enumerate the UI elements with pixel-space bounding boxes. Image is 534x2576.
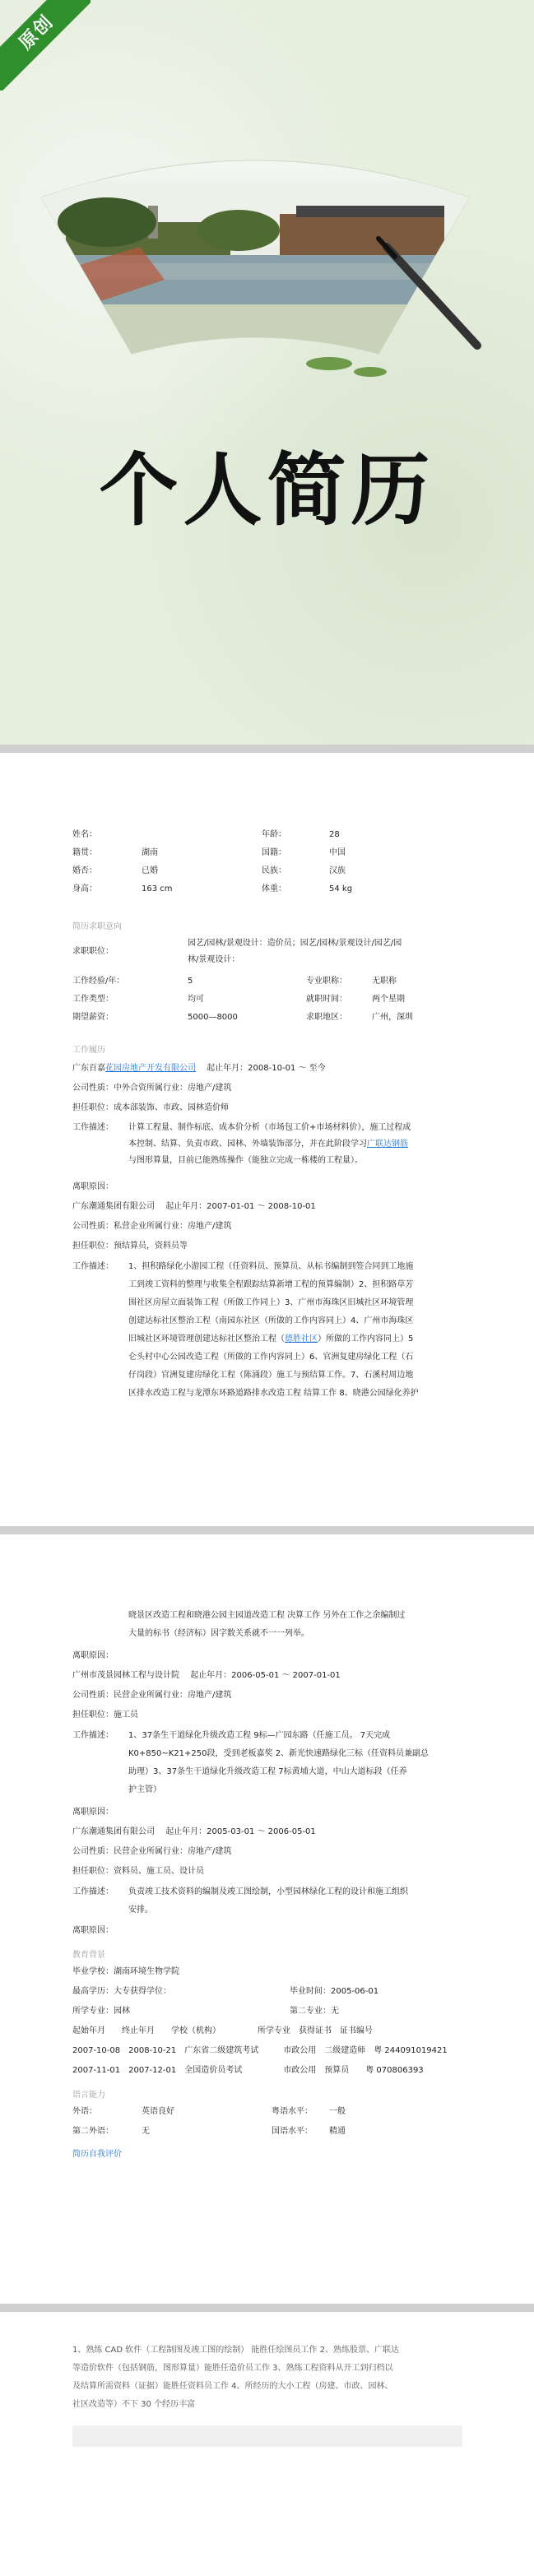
cover-page [0, 0, 534, 745]
job2-desc-line: 大量的标书（经济标）因字数关系就不一一列举。 [128, 1629, 309, 1638]
height-value: 163 cm [142, 884, 173, 893]
job-label: 求职职位： [72, 947, 114, 956]
school-row [72, 1964, 459, 1980]
weight-label: 体重： [262, 884, 286, 893]
mandarin-label: 国语水平： [272, 2127, 313, 2136]
salary-value: 5000—8000 [188, 1013, 238, 1022]
marital-label: 婚否： [72, 866, 97, 875]
job3-leave: 离职原因： [72, 1808, 114, 1817]
arrival-value: 两个星期 [372, 995, 405, 1004]
degree-label: 最高学历： [72, 1987, 114, 1996]
page-gap [0, 745, 534, 753]
job4-desc [72, 1883, 459, 1919]
job4-desc-label: 工作描述： [72, 1887, 114, 1896]
job3-company: 广州市茂景园林工程与设计院 [72, 1671, 179, 1680]
job2-time: 起止年月：2007-01-01 ～ 2008-10-01 [165, 1202, 316, 1211]
job2-desc-line [72, 1330, 459, 1348]
job1-desc-label: 工作描述： [72, 1123, 114, 1132]
job3-desc-line: 助理）3、37条生干道绿化升级改造工程 7标黄埔大道，中山大道标段（任养 [128, 1767, 407, 1776]
gdate-label: 毕业时间： [290, 1987, 331, 1996]
fan-painting [33, 148, 494, 387]
self-eval-line: 1、熟练 CAD 软件（工程制图及竣工图的绘制） 能胜任绘图员工作 2、熟练股票、广联达 [72, 2346, 399, 2355]
job2-desc-label: 工作描述： [72, 1262, 114, 1271]
degree-row [72, 1984, 459, 2000]
job1-nature: 公司性质：中外合资所属行业：房地产/建筑 [72, 1084, 232, 1093]
job2-desc-line: 创建达标社区整治工程（南园东社区（所做的工作内容同上）4、广州市海珠区 [128, 1316, 414, 1325]
input-box [72, 2425, 462, 2447]
second-major-label: 第二专业： [290, 2007, 331, 2016]
ribbon-label: 原创 [0, 0, 91, 91]
name-label: 姓名： [72, 830, 97, 839]
job3-company-row [72, 1668, 459, 1684]
job4-title: 担任职位：资料员、施工员、设计员 [72, 1867, 204, 1876]
cantonese-label: 粤语水平： [272, 2107, 313, 2116]
origin-value: 湖南 [142, 848, 158, 857]
second-lang-label: 第二外语： [72, 2127, 114, 2136]
job1-desc [72, 1120, 459, 1169]
guanglianda-link[interactable]: 广联达钢筋 [367, 1139, 408, 1149]
desheng-link[interactable]: 德胜社区 [285, 1334, 318, 1344]
level-label: 专业职称： [306, 977, 347, 986]
level-value: 无职称 [372, 977, 397, 986]
school-value: 湖南环境生物学院 [114, 1967, 179, 1976]
nation-value: 中国 [329, 848, 346, 857]
resume-page-1 [0, 753, 534, 1526]
nation-label: 国籍： [262, 848, 286, 857]
job-value-line2: 林/景观设计： [188, 955, 240, 964]
job4-company: 广东潮通集团有限公司 [72, 1827, 155, 1836]
job2-desc-line: 区排水改造工程与龙潭东环路道路排水改造工程 结算工作 8、晓港公园绿化养护 [128, 1389, 419, 1398]
work-section-title: 工作履历 [72, 1046, 105, 1055]
ethnic-label: 民族： [262, 866, 286, 875]
job2-desc [72, 1258, 459, 1403]
marital-value: 已婚 [142, 866, 158, 875]
height-label: 身高： [72, 884, 97, 893]
cert-row: 2007-10-08 2008-10-21 广东省二级建筑考试 市政公用 二级建造师 粤 244091019421 [72, 2046, 448, 2055]
page-gap [0, 1526, 534, 1534]
job4-nature: 公司性质：民营企业所属行业：房地产/建筑 [72, 1847, 232, 1856]
type-value: 均可 [188, 995, 204, 1004]
cover-title: 个人简历 [99, 444, 435, 536]
job2-desc-line: 1、担积路绿化小游园工程（任资料员、预算员、从标书编制到签合同到工地施 [128, 1262, 414, 1271]
job1-leave: 离职原因： [72, 1182, 114, 1191]
job1-company-row [72, 1061, 459, 1077]
foreign-value: 英语良好 [142, 2107, 174, 2116]
job-value-line1: 园艺/园林/景观设计：造价员；园艺/园林/景观设计/园艺/园 [188, 939, 402, 948]
self-eval-line: 及结算所需资料（证据）能胜任资料员工作 4、所经历的大小工程（房建、市政、园林、 [72, 2382, 393, 2391]
job4-time: 起止年月：2005-03-01 ～ 2006-05-01 [165, 1827, 316, 1836]
degree-value: 大专获得学位： [114, 1987, 171, 1996]
job2-desc-line: 仑头村中心公园改造工程（所做的工作内容同上）6、官洲复建房绿化工程（石 [128, 1353, 414, 1362]
weight-value: 54 kg [329, 884, 353, 893]
job3-desc [72, 1727, 459, 1799]
self-eval-line: 等造价软件（包括钢筋，图形算量）能胜任造价员工作 3、熟练工程资料从开工到归档以 [72, 2364, 393, 2373]
lang-section-title: 语言能力 [72, 2091, 105, 2100]
page-gap [0, 2304, 534, 2312]
job3-time: 起止年月：2006-05-01 ～ 2007-01-01 [190, 1671, 341, 1680]
arrival-label: 就职时间： [306, 995, 347, 1004]
job2-company: 广东潮通集团有限公司 [72, 1202, 155, 1211]
second-major-value: 无 [331, 2007, 339, 2016]
mandarin-value: 精通 [329, 2127, 346, 2136]
cantonese-value: 一般 [329, 2107, 346, 2116]
job2-desc-line: 晓景区改造工程和晓港公园主园道改造工程 决算工作 另外在工作之余编制过 [128, 1611, 406, 1620]
job2-leave: 离职原因： [72, 1651, 114, 1660]
job1-desc-line: 与图形算量，目前已能熟练操作（能独立完成一栋楼的工程量）。 [128, 1156, 363, 1165]
job4-desc-line: 负责竣工技术资料的编制及竣工图绘制，小型园林绿化工程的设计和施工组织 [128, 1887, 408, 1896]
job2-company-row [72, 1199, 459, 1215]
age-label: 年龄： [262, 830, 286, 839]
cert-row: 2007-11-01 2007-12-01 全国造价员考试 市政公用 预算员 粤 070806393 [72, 2066, 424, 2075]
job1-desc-line [72, 1136, 459, 1153]
job1-desc-line: 计算工程量、制作标底、成本价分析（市场包工价+市场材料价），施工过程成 [128, 1123, 411, 1132]
years-value: 5 [188, 977, 193, 986]
job2-desc-text: 旧城社区环境管理创建达标社区整治工程（ [128, 1334, 285, 1344]
school-label: 毕业学校： [72, 1967, 114, 1976]
job2-desc-line: 围社区房屋立面装饰工程（所做工作同上）3、广州市海珠区旧城社区环境管理 [128, 1298, 414, 1307]
job3-nature: 公司性质：民营企业所属行业：房地产/建筑 [72, 1691, 232, 1700]
original-ribbon [0, 0, 91, 91]
job3-desc-line: 护主管） [128, 1785, 161, 1794]
resume-page-2 [0, 1534, 534, 2304]
job3-desc-label: 工作描述： [72, 1731, 114, 1740]
gdate-value: 2005-06-01 [331, 1987, 379, 1996]
job2-desc-text: ）所做的工作内容同上）5 [318, 1334, 414, 1344]
job1-desc-text: 本控制、结算、负责市政、园林、外墙装饰部分，并在此阶段学习 [128, 1139, 367, 1149]
job3-desc-line: 1、37条生干道绿化升级改造工程 9标—广园东路（任施工员。 7天完成 [128, 1731, 391, 1740]
job2-desc-line: 仔岗段）官洲复建房绿化工程（陈涌段）施工与预结算工作。7、石溪村周边地 [128, 1371, 414, 1380]
job4-desc-line: 安排。 [128, 1905, 153, 1915]
job1-title: 担任职位：成本部装饰、市政、园林造价师 [72, 1103, 229, 1112]
job3-desc-line: K0+850~K21+250段，受到老板嘉奖 2、新光快速路绿化三标（任资料员兼副总 [128, 1749, 430, 1758]
major-row [72, 2003, 459, 2020]
job2-desc-cont [72, 1607, 459, 1643]
cert-table-header: 起始年月 终止年月 学校（机构） 所学专业 获得证书 证书编号 [72, 2026, 373, 2035]
major-value: 园林 [114, 2007, 130, 2016]
gdate [290, 1984, 378, 2000]
years-label: 工作经验/年： [72, 977, 125, 986]
self-eval-link[interactable]: 简历自我评价 [72, 2150, 122, 2159]
job1-company-prefix: 广东百嘉 [72, 1064, 105, 1073]
job1-company-link[interactable]: 花园房地产开发有限公司 [105, 1064, 196, 1073]
area-label: 求职地区： [306, 1013, 347, 1022]
foreign-label: 外语： [72, 2107, 97, 2116]
type-label: 工作类型： [72, 995, 114, 1004]
major-label: 所学专业： [72, 2007, 114, 2016]
job2-title: 担任职位：预结算员，资料员等 [72, 1242, 188, 1251]
intent-section-title: 简历求职意向 [72, 922, 122, 931]
job3-title: 担任职位：施工员 [72, 1710, 138, 1720]
edu-section-title: 教育背景 [72, 1951, 105, 1960]
origin-label: 籍贯： [72, 848, 97, 857]
job4-company-row [72, 1824, 459, 1840]
ethnic-value: 汉族 [329, 866, 346, 875]
job2-nature: 公司性质：私营企业所属行业：房地产/建筑 [72, 1222, 232, 1231]
job1-time: 起止年月：2008-10-01 ～ 至今 [207, 1064, 326, 1073]
resume-page-3 [0, 2312, 534, 2576]
job2-desc-line: 工到竣工资料的整理与收集全程跟踪结算新增工程的预算编制）2、担积路草芳 [128, 1280, 414, 1289]
age-value: 28 [329, 830, 340, 839]
job4-leave: 离职原因： [72, 1926, 114, 1935]
area-value: 广州，深圳 [372, 1013, 413, 1022]
self-eval-line: 社区改造等）不下 30 个经历丰富 [72, 2400, 196, 2409]
second-lang-value: 无 [142, 2127, 150, 2136]
salary-label: 期望薪资： [72, 1013, 114, 1022]
second-major [290, 2003, 339, 2020]
self-eval-text [72, 2342, 467, 2414]
